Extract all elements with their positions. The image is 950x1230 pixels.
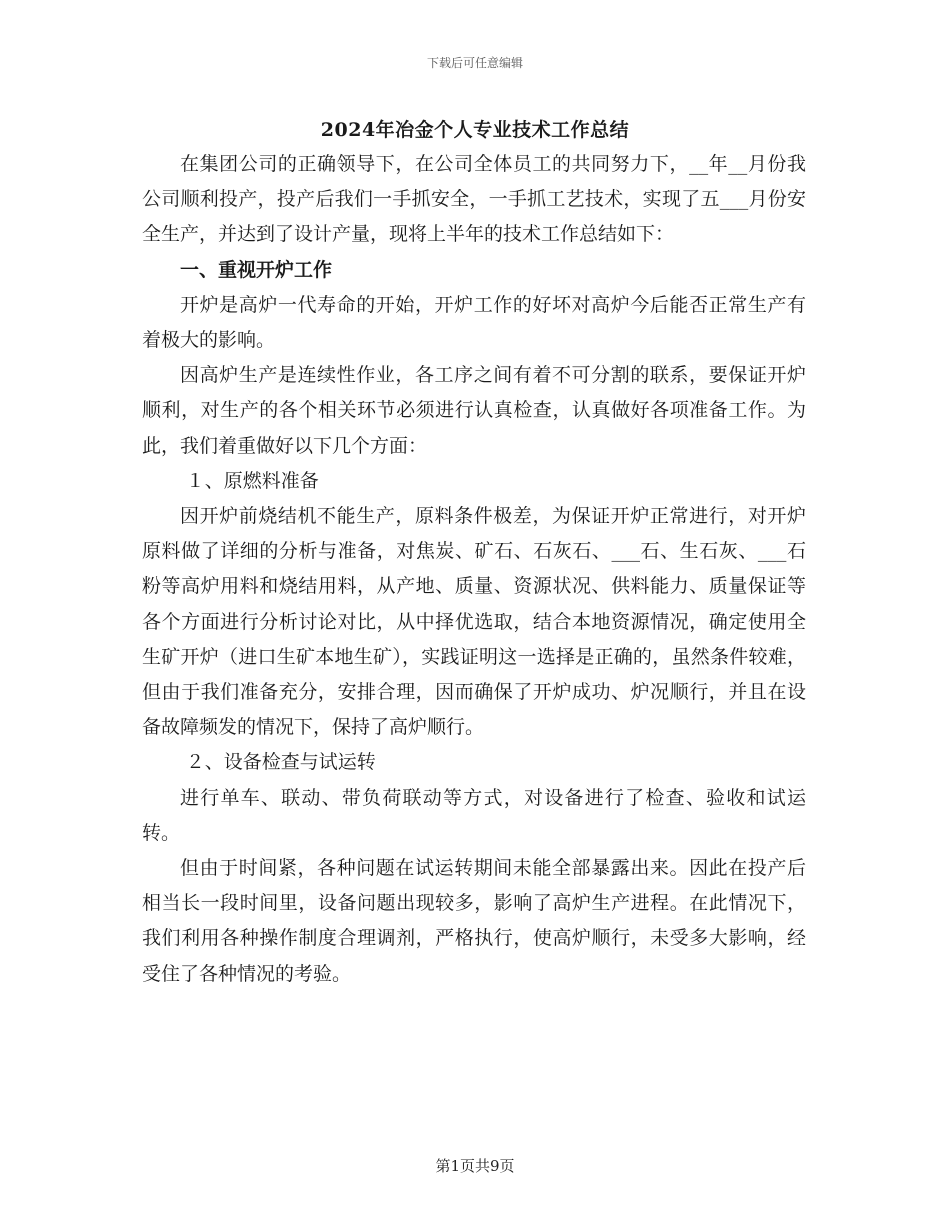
header-note: 下载后可任意编辑 — [426, 56, 523, 70]
intro-paragraph: 在集团公司的正确领导下，在公司全体员工的共同努力下，__年__月份我公司顺利投产，投产后我们一手抓安全，一手抓工艺技术，实现了五___月份安全生产，并达到了设计产量，现将上半年的技术工作总结如下： — [142, 153, 806, 246]
subsection-heading: １、原燃料准备 — [185, 469, 319, 492]
section-heading: 一、重视开炉工作 — [180, 258, 333, 281]
body-paragraph: 进行单车、联动、带负荷联动等方式，对设备进行了检查、验收和试运转。 — [142, 786, 806, 844]
subsection-heading: ２、设备检查与试运转 — [185, 751, 376, 774]
document-body — [142, 147, 806, 992]
body-paragraph: 因开炉前烧结机不能生产，原料条件极差，为保证开炉正常进行，对开炉原料做了详细的分析与准备，对焦炭、矿石、石灰石、___石、生石灰、___石粉等高炉用料和烧结用料，从产地、质量、资源状况、供料能力、质量保证等各个方面进行分析讨论对比，从中择优选取，结合本地资源情况，确定使用全生矿开炉（进口生矿本地生矿），实践证明这一选择是正确的，虽然条件较难，但由于我们准备充分，安排合理，因而确保了开炉成功、炉况顺行，并且在设备故障频发的情况下，保持了高炉顺行。 — [142, 505, 806, 739]
page-number-footer: 第1页共9页 — [435, 1157, 515, 1175]
body-paragraph: 因高炉生产是连续性作业，各工序之间有着不可分割的联系，要保证开炉顺利，对生产的各个相关环节必须进行认真检查，认真做好各项准备工作。为此，我们着重做好以下几个方面： — [142, 364, 806, 457]
body-paragraph: 开炉是高炉一代寿命的开始，开炉工作的好坏对高炉今后能否正常生产有着极大的影响。 — [142, 293, 806, 352]
body-paragraph: 但由于时间紧，各种问题在试运转期间未能全部暴露出来。因此在投产后相当长一段时间里，设备问题出现较多，影响了高炉生产进程。在此情况下，我们利用各种操作制度合理调剂，严格执行，使高炉顺行，未受多大影响，经受住了各种情况的考验。 — [142, 857, 806, 985]
document-title: 2024年冶金个人专业技术工作总结 — [320, 119, 630, 141]
